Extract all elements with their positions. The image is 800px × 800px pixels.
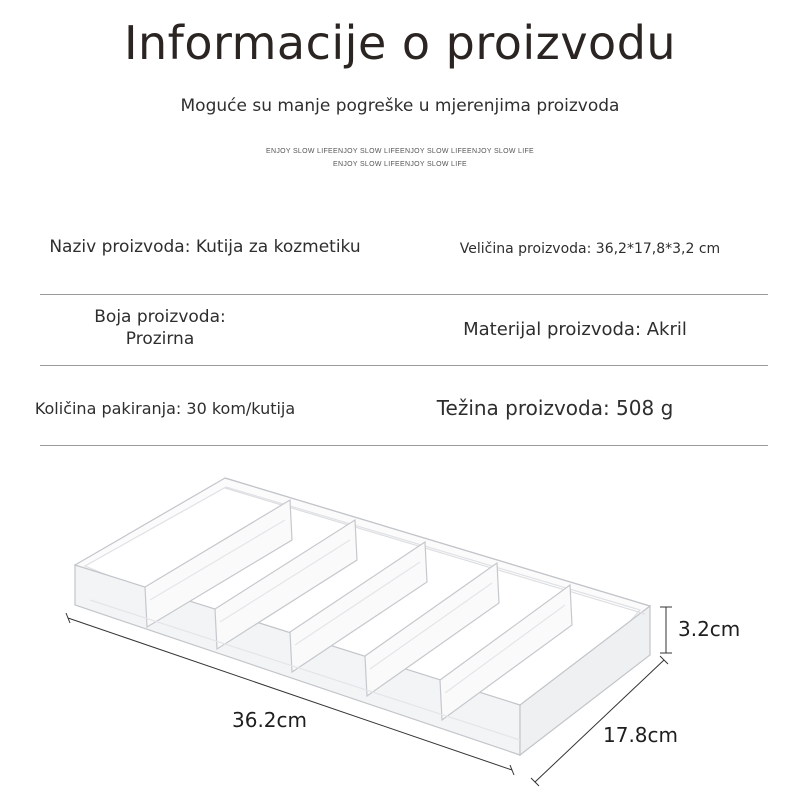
acrylic-organizer-drawing <box>75 478 650 755</box>
spec-divider <box>40 294 768 295</box>
spec-product-color <box>40 306 280 350</box>
dimension-height-label: 3.2cm <box>678 617 741 641</box>
page-subtitle: Moguće su manje pogreške u mjerenjima proizvoda <box>180 96 620 116</box>
spec-divider <box>40 365 768 366</box>
spec-color-value: Prozirna <box>125 329 195 349</box>
spec-product-weight: Težina proizvoda: 508 g <box>436 396 674 420</box>
spec-product-name: Naziv proizvoda: Kutija za kozmetiku <box>49 237 361 257</box>
spec-color-label: Boja proizvoda: <box>94 307 226 327</box>
tagline-line-1: ENJOY SLOW LIFEENJOY SLOW LIFEENJOY SLOW LIFEENJOY SLOW LIFE <box>266 148 534 155</box>
page-title: Informacije o proizvodu <box>123 16 677 70</box>
spec-packing-quantity: Količina pakiranja: 30 kom/kutija <box>34 399 296 418</box>
tagline-line-2: ENJOY SLOW LIFEENJOY SLOW LIFE <box>333 161 467 168</box>
spec-product-size: Veličina proizvoda: 36,2*17,8*3,2 cm <box>459 241 721 257</box>
spec-product-material: Materijal proizvoda: Akril <box>463 319 687 340</box>
dimension-depth-label: 17.8cm <box>603 723 679 747</box>
spec-divider <box>40 445 768 446</box>
dimension-length-label: 36.2cm <box>232 708 308 732</box>
